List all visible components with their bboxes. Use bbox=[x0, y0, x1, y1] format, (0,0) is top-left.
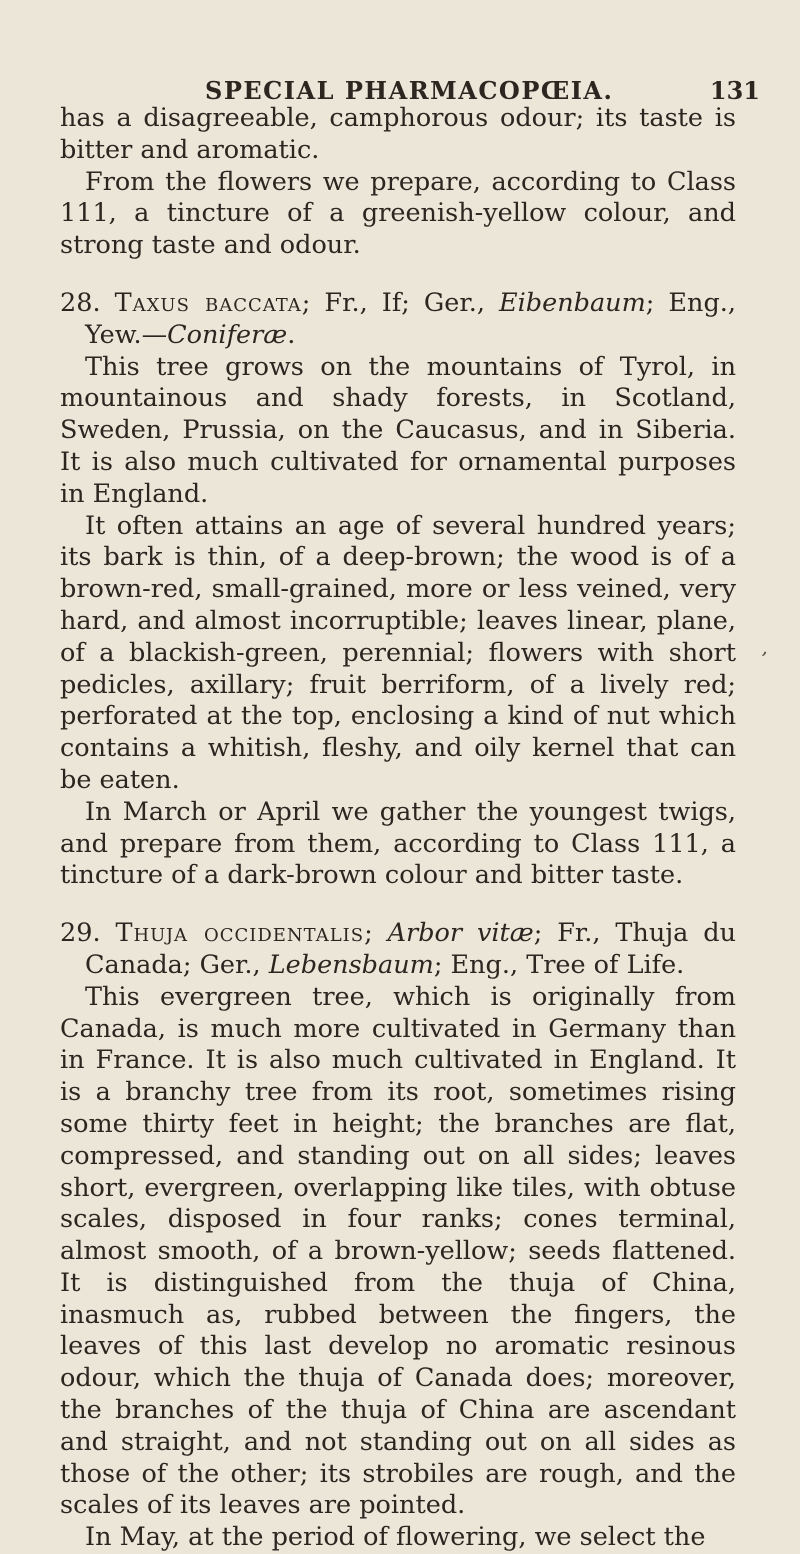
entry-synonyms-english: ; Eng., Tree of Life. bbox=[433, 949, 685, 980]
german-name: Lebensbaum bbox=[268, 949, 434, 980]
taxus-preparation-paragraph: In March or April we gather the youngest twigs, and prepare from them, according to Class 111, a tincture of a dark-brown colour and bitter taste. bbox=[60, 796, 736, 891]
margin-mark: ʼ bbox=[756, 646, 769, 672]
thuja-description-paragraph: This evergreen tree, which is originally from Canada, is much more cultivated in Germany than in France. It is also much cultivated in England. It is a branchy tree from its root, sometimes rising some thirty feet in height; the branches are flat, compressed, and standing out on all sides; leaves short, evergreen, overlapping like tiles, with obtuse scales, disposed in four ranks; cones terminal, almost smooth, of a brown-yellow; seeds flattened. It is distinguished from the thuja of China, inasmuch as, rubbed between the fingers, the leaves of this last develop no aromatic resinous odour, which the thuja of Canada does; moreover, the branches of the thuja of China are ascendant and straight, and not standing out on all sides as those of the other; its strobiles are rough, and the scales of its leaves are pointed. bbox=[60, 981, 736, 1521]
latin-name: Arbor vitæ bbox=[387, 918, 534, 949]
family-name: Coniferæ bbox=[167, 319, 288, 350]
entry-number: 29. bbox=[60, 918, 101, 949]
entry-heading-thuja bbox=[60, 918, 736, 982]
page-body bbox=[60, 103, 736, 1554]
taxus-description-paragraph: It often attains an age of several hundred years; its bark is thin, of a deep-brown; the wood is of a brown-red, small-grained, more or less veined, very hard, and almost incorruptible; leaves linear, plane, of a blackish-green, perennial; flowers with short pedicles, axillary; fruit berriform, of a lively red; perforated at the top, enclosing a kind of nut which contains a whitish, fleshy, and oily kernel that can be eaten. bbox=[60, 510, 736, 795]
running-title: SPECIAL PHARMACOPŒIA. bbox=[205, 76, 614, 105]
entry-synonyms: ; Fr., Thuja du Canada; Ger., bbox=[85, 918, 736, 980]
entry-number: 28. bbox=[60, 287, 101, 318]
entry-name: Thuja occidentalis bbox=[115, 918, 365, 949]
page-number: 131 bbox=[709, 76, 760, 105]
running-header bbox=[205, 76, 760, 106]
entry-synonyms-english: ; Eng., Yew.— bbox=[85, 287, 736, 350]
entry-heading-end: . bbox=[287, 319, 296, 350]
entry-heading-taxus bbox=[60, 288, 736, 352]
continuation-paragraph: has a disagreeable, camphorous odour; its taste is bitter and aromatic. bbox=[60, 103, 736, 165]
entry-synonyms: ; Fr., If; Ger., bbox=[301, 287, 500, 318]
entry-separator: ; bbox=[364, 918, 388, 949]
entry-name: Taxus baccata bbox=[114, 287, 302, 318]
taxus-habitat-paragraph: This tree grows on the mountains of Tyrol, in mountainous and shady forests, in Scotland, Sweden, Prussia, on the Caucasus, and in Siberia. It is also much cultivated for ornamental purposes in England. bbox=[60, 351, 736, 509]
thuja-preparation-paragraph: In May, at the period of flowering, we select the bbox=[85, 1522, 706, 1553]
tincture-paragraph: From the flowers we prepare, according to Class 111, a tincture of a greenish-yellow colour, and strong taste and odour. bbox=[60, 166, 736, 261]
german-name: Eibenbaum bbox=[499, 287, 646, 318]
